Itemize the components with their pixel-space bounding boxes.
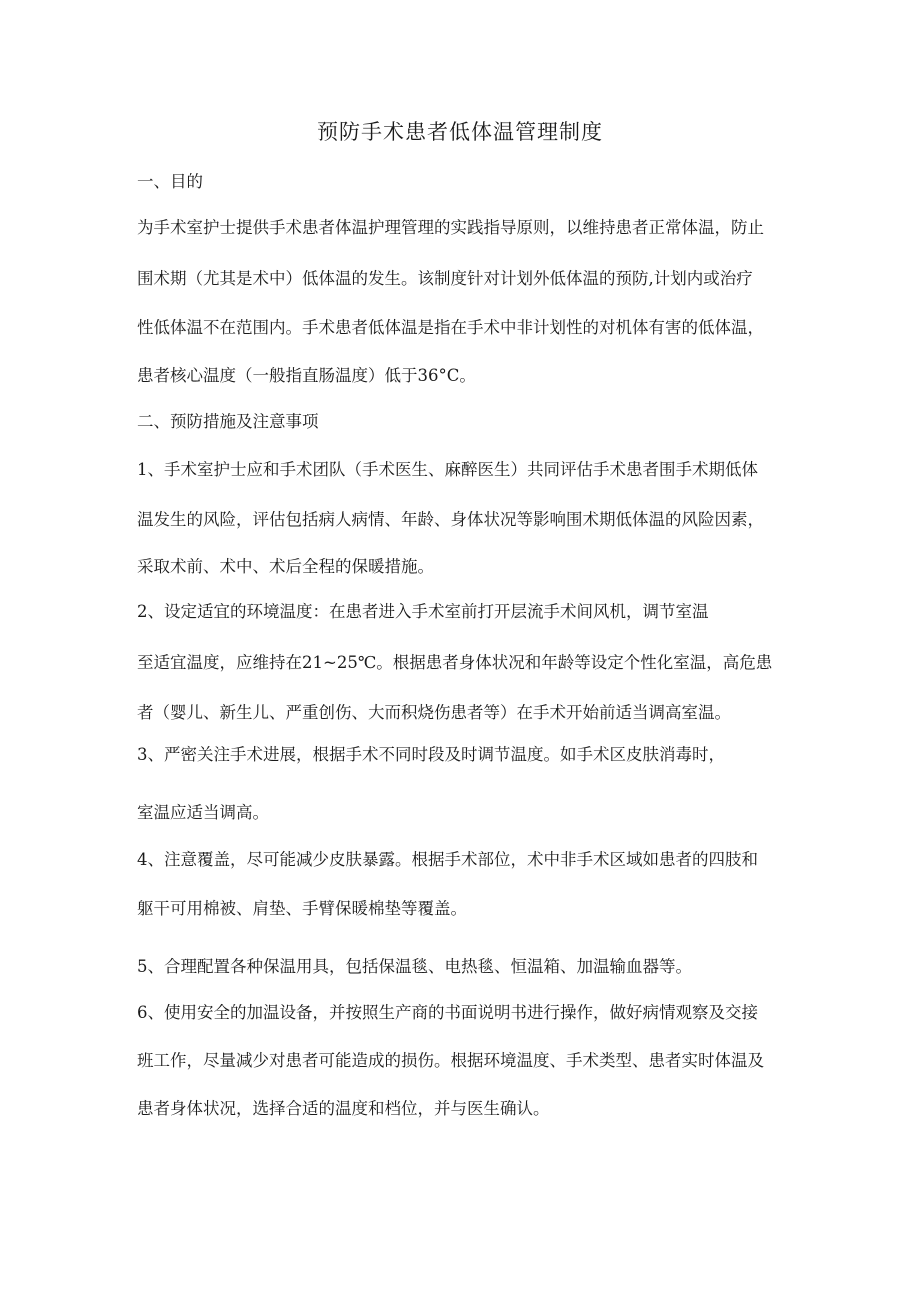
list-item-line: 5、合理配置各种保温用具，包括保温毯、电热毯、恒温箱、加温输血器等。 [137, 957, 692, 976]
list-item-line: 采取术前、术中、术后全程的保暖措施。 [137, 557, 434, 576]
paragraph-line: 为手术室护士提供手术患者体温护理管理的实践指导原则，以维持患者正常体温，防止 [137, 218, 764, 237]
list-item-line: 者（婴儿、新生儿、严重创伤、大而积烧伤患者等）在手术开始前适当调高室温。 [137, 703, 731, 722]
list-item-line: 躯干可用棉被、肩垫、手臂保暖棉垫等覆盖。 [137, 899, 467, 918]
paragraph-line: 患者核心温度（一般指直肠温度）低于36°C。 [137, 366, 476, 385]
list-item-line: 患者身体状况，选择合适的温度和档位，并与医生确认。 [137, 1099, 550, 1118]
list-item-line: 3、严密关注手术进展，根据手术不同时段及时调节温度。如手术区皮肤消毒时， [137, 745, 725, 764]
list-item-line: 室温应适当调高。 [137, 803, 269, 822]
list-item-line: 至适宜温度，应维持在21~25℃。根据患者身体状况和年龄等设定个性化室温，高危患 [137, 653, 773, 672]
paragraph-line: 性低体温不在范围内。手术患者低体温是指在手术中非计划性的对机体有害的低体温， [137, 318, 764, 337]
list-item-line: 2、设定适宜的环境温度：在患者进入手术室前打开层流手术间风机，调节室温 [137, 602, 709, 621]
list-item-line: 班工作，尽量减少对患者可能造成的损伤。根据环境温度、手术类型、患者实时体温及 [137, 1051, 764, 1070]
document-title: 预防手术患者低体温管理制度 [317, 120, 603, 144]
list-item-line: 4、注意覆盖，尽可能减少皮肤暴露。根据手术部位，术中非手术区域如患者的四肢和 [137, 850, 758, 869]
list-item-line: 温发生的风险，评估包括病人病情、年龄、身体状况等影响围术期低体温的风险因素， [137, 510, 764, 529]
paragraph-line: 围术期（尤其是术中）低体温的发生。该制度针对计划外低体温的预防,计划内或治疗 [137, 269, 753, 288]
section-heading-purpose: 一、目的 [137, 172, 203, 191]
list-item-line: 6、使用安全的加温设备，并按照生产商的书面说明书进行操作，做好病情观察及交接 [137, 1003, 758, 1022]
list-item-line: 1、手术室护士应和手术团队（手术医生、麻醉医生）共同评估手术患者围手术期低体 [137, 460, 758, 479]
section-heading-measures: 二、预防措施及注意事项 [137, 412, 319, 431]
